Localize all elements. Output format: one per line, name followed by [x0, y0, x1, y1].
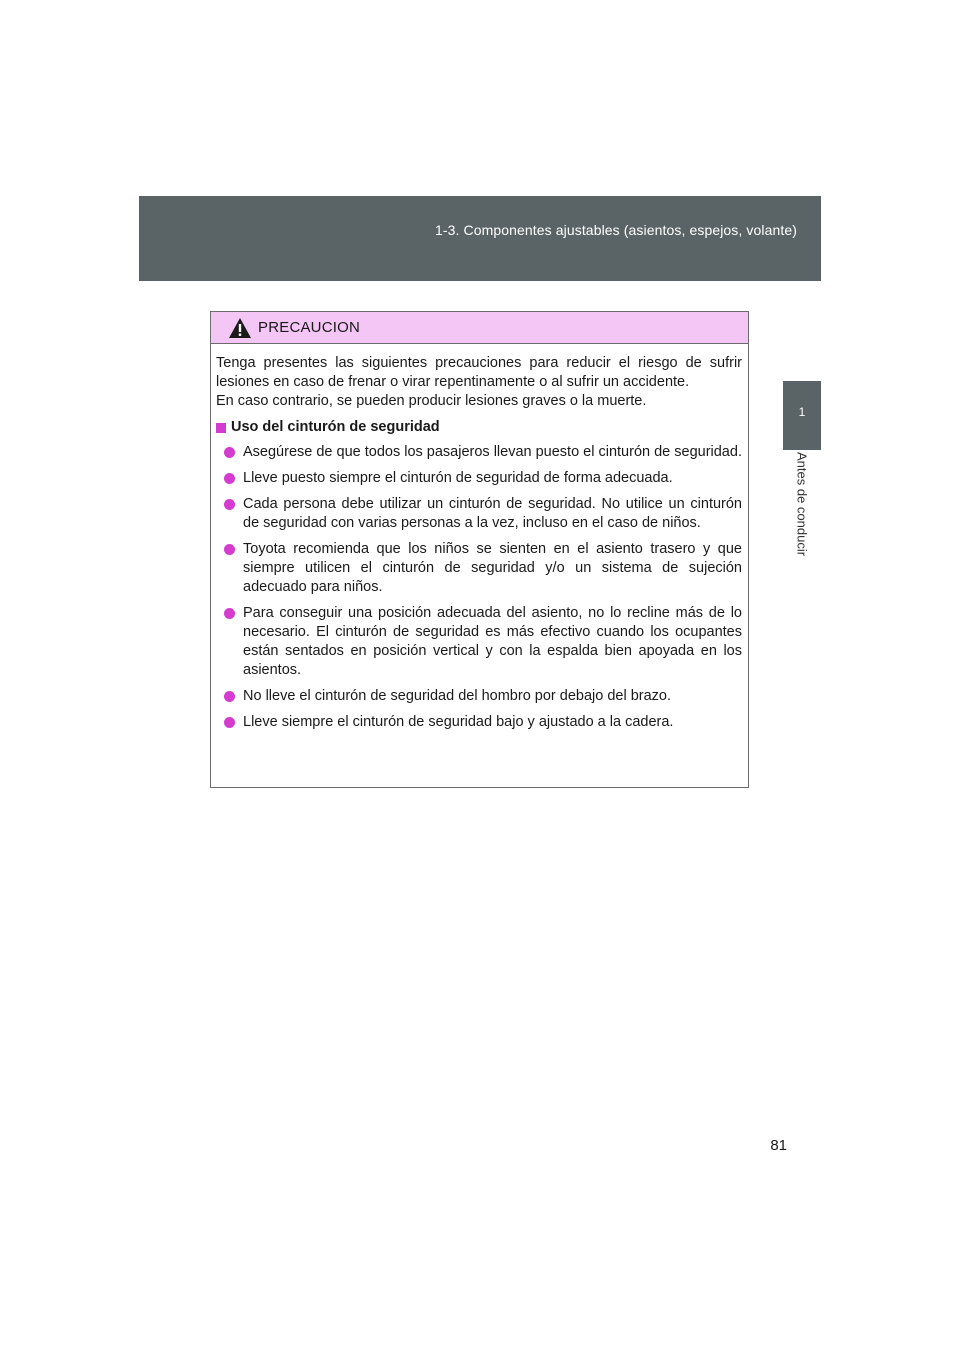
list-item-text: Asegúrese de que todos los pasajeros llevan puesto el cinturón de seguridad. — [243, 444, 742, 460]
list-item — [216, 495, 742, 533]
round-bullet-icon — [224, 499, 235, 510]
list-item-text: Cada persona debe utilizar un cinturón de seguridad. No utilice un cinturón de seguridad con varias personas a la vez, incluso en el caso de niños. — [243, 496, 742, 531]
caution-intro — [216, 354, 742, 411]
precaution-list — [216, 443, 742, 732]
list-item — [216, 713, 742, 732]
warning-triangle-icon — [228, 317, 252, 339]
list-item-text: Lleve siempre el cinturón de seguridad bajo y ajustado a la cadera. — [243, 714, 674, 730]
round-bullet-icon — [224, 473, 235, 484]
list-item — [216, 469, 742, 488]
caution-box — [210, 311, 749, 788]
list-item — [216, 687, 742, 706]
intro-paragraph: En caso contrario, se pueden producir lesiones graves o la muerte. — [216, 393, 647, 409]
intro-paragraph: Tenga presentes las siguientes precauciones para reducir el riesgo de sufrir lesiones en caso de frenar o virar repentinamente o al sufrir un accidente. — [216, 355, 742, 390]
section-heading — [216, 418, 742, 437]
list-item-text: No lleve el cinturón de seguridad del hombro por debajo del brazo. — [243, 688, 672, 704]
list-item-text: Toyota recomienda que los niños se sienten en el asiento trasero y que siempre utilicen el cinturón de seguridad y/o un sistema de sujeción adecuado para niños. — [243, 541, 742, 595]
list-item-text: Para conseguir una posición adecuada del asiento, no lo recline más de lo necesario. El cinturón de seguridad es más efectivo cuando los ocupantes están sentados en posición vertical y con la espalda bien apoyada en los asientos. — [243, 605, 742, 678]
caution-title: PRECAUCION — [258, 319, 361, 336]
square-bullet-icon — [216, 423, 226, 433]
caution-header — [211, 312, 748, 344]
page-number: 81 — [770, 1137, 787, 1154]
section-heading-text: Uso del cinturón de seguridad — [231, 419, 440, 435]
chapter-number: 1 — [798, 405, 806, 419]
chapter-header-title: 1-3. Componentes ajustables (asientos, espejos, volante) — [434, 222, 797, 238]
list-item — [216, 604, 742, 680]
chapter-side-label: Antes de conducir — [794, 452, 810, 557]
round-bullet-icon — [224, 608, 235, 619]
round-bullet-icon — [224, 447, 235, 458]
round-bullet-icon — [224, 717, 235, 728]
caution-body — [211, 344, 748, 732]
round-bullet-icon — [224, 544, 235, 555]
list-item-text: Lleve puesto siempre el cinturón de seguridad de forma adecuada. — [243, 470, 673, 486]
chapter-side-tab — [783, 381, 821, 450]
round-bullet-icon — [224, 691, 235, 702]
list-item — [216, 540, 742, 597]
chapter-header-band — [139, 196, 821, 281]
list-item — [216, 443, 742, 462]
